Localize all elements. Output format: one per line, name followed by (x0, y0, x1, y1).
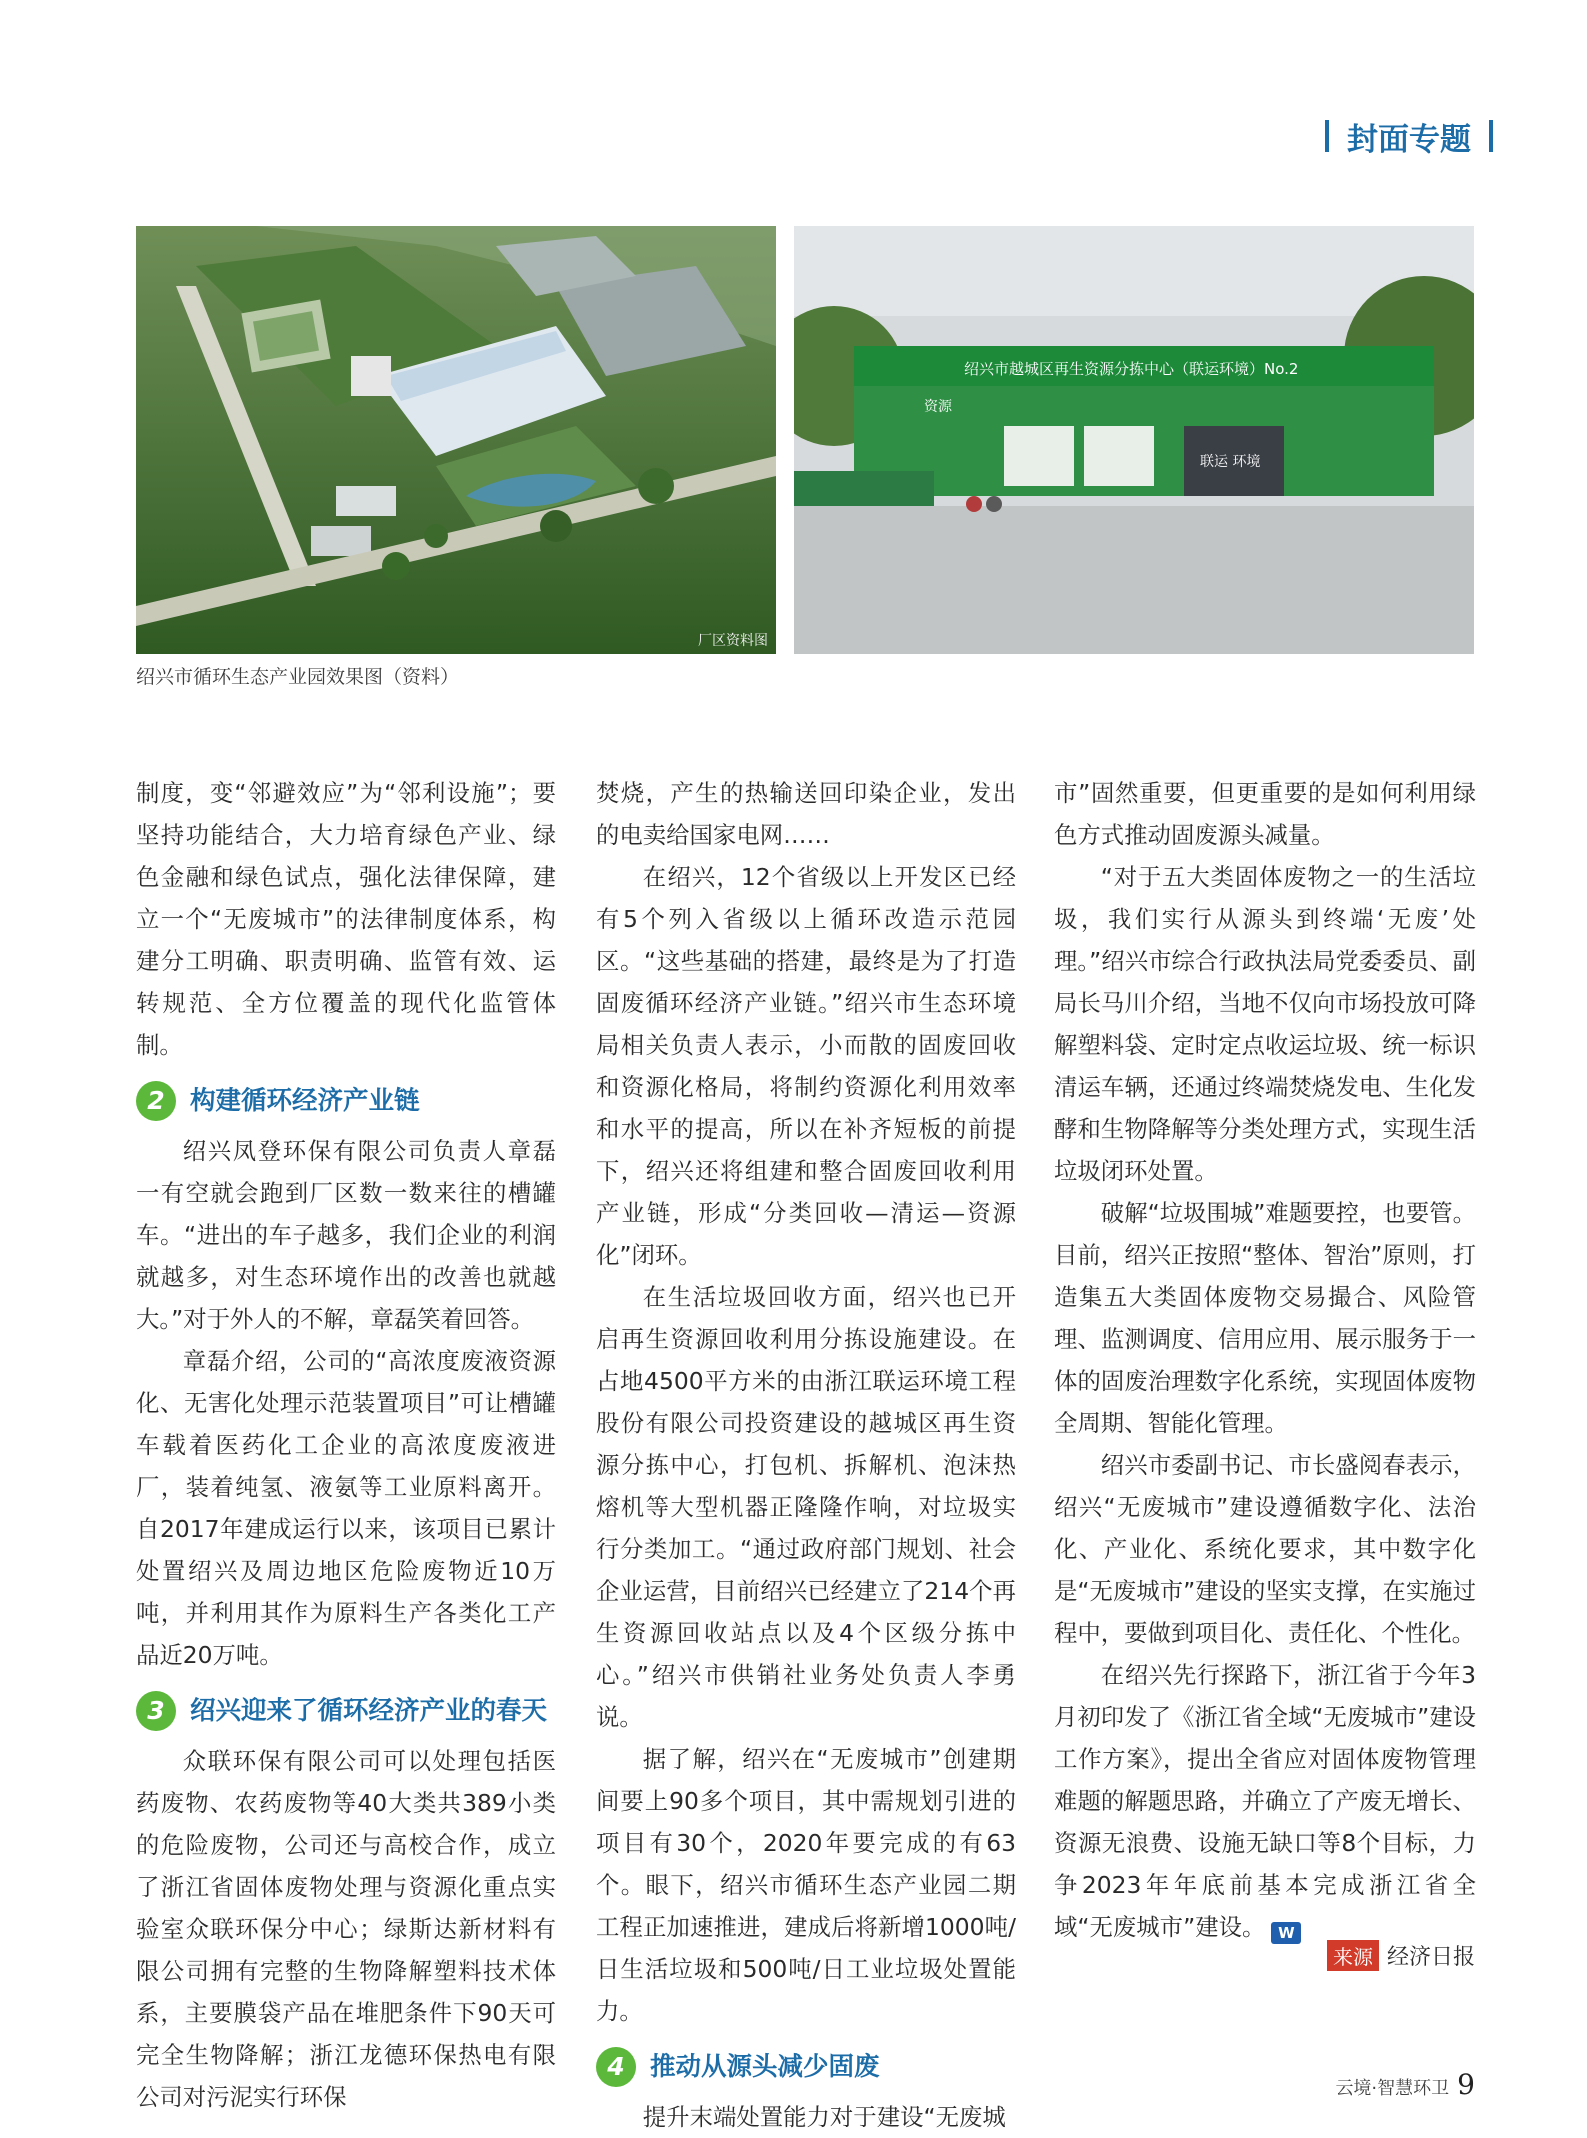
section-label (1325, 116, 1493, 156)
paragraph: 绍兴市委副书记、市长盛阅春表示，绍兴“无废城市”建设遵循数字化、法治化、产业化、系统化要求，其中数字化是“无废城市”建设的坚实支撑，在实施过程中，要做到项目化、责任化、个性化。 (1054, 1451, 1476, 1647)
section-divider-right (1489, 120, 1493, 152)
source-name: 经济日报 (1386, 1945, 1475, 1970)
paragraph: 制度，变“邻避效应”为“邻利设施”；要坚持功能结合，大力培育绿色产业、绿色金融和绿色试点，强化法律保障，建立一个“无废城市”的法律制度体系，构建分工明确、职责明确、监管有效、运转规范、全方位覆盖的现代化监管体制。 (136, 779, 556, 1059)
paragraph: 众联环保有限公司可以处理包括医药废物、农药废物等40大类共389小类的危险废物，公司还与高校合作，成立了浙江省固体废物处理与资源化重点实验室众联环保分中心；绿斯达新材料有限公司拥有完整的生物降解塑料技术体系，主要膜袋产品在堆肥条件下90天可完全生物降解；浙江龙德环保热电有限公司对污泥实行环保 (136, 1747, 556, 2111)
company-door-sign: 联运 环境 (1200, 454, 1261, 470)
section-number-badge: 2 (136, 1081, 176, 1121)
subheading-4 (596, 2044, 1016, 2090)
sorting-center-sign: 绍兴市越城区再生资源分拣中心（联运环境）No.2 (964, 360, 1299, 378)
paragraph: 据了解，绍兴在“无废城市”创建期间要上90多个项目，其中需规划引进的项目有30个，2020年要完成的有63个。眼下，绍兴市循环生态产业园二期工程正加速推进，建成后将新增1000吨/日生活垃圾和500吨/日工业垃圾处置能力。 (596, 1745, 1016, 2025)
source-tag: 来源 (1327, 1940, 1379, 1971)
article-column-2 (596, 772, 1016, 2138)
paragraph: “对于五大类固体废物之一的生活垃圾，我们实行从源头到终端‘无废’处理。”绍兴市综合行政执法局党委委员、副局长马川介绍，当地不仅向市场投放可降解塑料袋、定时定点收运垃圾、统一标识清运车辆，还通过终端焚烧发电、生化发酵和生物降解等分类处理方式，实现生活垃圾闭环处置。 (1054, 863, 1476, 1185)
subheading-title: 绍兴迎来了循环经济产业的春天 (190, 1696, 548, 1726)
magazine-name: 云境·智慧环卫 (1335, 2078, 1450, 2099)
wall-sign-left: 资源 (924, 399, 952, 415)
page-footer (1335, 2068, 1475, 2101)
paragraph: 绍兴凤登环保有限公司负责人章磊一有空就会跑到厂区数一数来往的槽罐车。“进出的车子越多，我们企业的利润就越多，对生态环境作出的改善也就越大。”对于外人的不解，章磊笑着回答。 (136, 1137, 556, 1333)
photo-credit: 厂区资料图 (698, 633, 768, 649)
subheading-title: 构建循环经济产业链 (190, 1086, 420, 1116)
photo-caption: 绍兴市循环生态产业园效果图（资料） (136, 666, 460, 688)
paragraph-text: 在绍兴先行探路下，浙江省于今年3月初印发了《浙江省全域“无废城市”建设工作方案》，提出全省应对固体废物管理难题的解题思路，并确立了产废无增长、资源无浪费、设施无缺口等8个目标，力争2023年年底前基本完成浙江省全域“无废城市”建设。 (1054, 1661, 1476, 1941)
paragraph: 焚烧，产生的热输送回印染企业，发出的电卖给国家电网…… (596, 779, 1016, 849)
paragraph: 提升末端处置能力对于建设“无废城 (642, 2103, 1006, 2131)
section-number-badge: 4 (596, 2047, 636, 2087)
subheading-3 (136, 1688, 556, 1734)
article-end-icon: W (1271, 1922, 1301, 1944)
article-column-1 (136, 772, 556, 2118)
recycling-center-image (794, 226, 1474, 654)
section-divider-left (1325, 120, 1329, 152)
section-number-badge: 3 (136, 1691, 176, 1731)
paragraph: 市”固然重要，但更重要的是如何利用绿色方式推动固废源头减量。 (1054, 779, 1476, 849)
source-credit (1327, 1940, 1475, 1971)
paragraph: 章磊介绍，公司的“高浓度废液资源化、无害化处理示范装置项目”可让槽罐车载着医药化工企业的高浓度废液进厂，装着纯氢、液氨等工业原料离开。自2017年建成运行以来，该项目已累计处置绍兴及周边地区危险废物近10万吨，并利用其作为原料生产各类化工产品近20万吨。 (136, 1347, 556, 1669)
article-column-3 (1054, 772, 1476, 1948)
paragraph: 在绍兴，12个省级以上开发区已经有5个列入省级以上循环改造示范园区。“这些基础的搭建，最终是为了打造固废循环经济产业链。”绍兴市生态环境局相关负责人表示，小而散的固废回收和资源化格局，将制约资源化利用效率和水平的提高，所以在补齐短板的前提下，绍兴还将组建和整合固废回收利用产业链，形成“分类回收—清运—资源化”闭环。 (596, 863, 1016, 1269)
section-title: 封面专题 (1347, 121, 1471, 158)
paragraph: 在生活垃圾回收方面，绍兴也已开启再生资源回收利用分拣设施建设。在占地4500平方米的由浙江联运环境工程股份有限公司投资建设的越城区再生资源分拣中心，打包机、拆解机、泡沫热熔机等大型机器正隆隆作响，对垃圾实行分类加工。“通过政府部门规划、社会企业运营，目前绍兴已经建立了214个再生资源回收站点以及4个区级分拣中心。”绍兴市供销社业务处负责人李勇说。 (596, 1283, 1016, 1731)
subheading-title: 推动从源头减少固废 (650, 2052, 880, 2082)
subheading-2 (136, 1078, 556, 1124)
paragraph (1054, 1654, 1476, 1948)
eco-park-rendering-image (136, 226, 776, 654)
page-number: 9 (1457, 2068, 1475, 2101)
recycling-center-photo (794, 226, 1474, 654)
eco-park-aerial-photo (136, 226, 776, 654)
paragraph: 破解“垃圾围城”难题要控，也要管。目前，绍兴正按照“整体、智治”原则，打造集五大类固体废物交易撮合、风险管理、监测调度、信用应用、展示服务于一体的固废治理数字化系统，实现固体废物全周期、智能化管理。 (1054, 1199, 1476, 1437)
